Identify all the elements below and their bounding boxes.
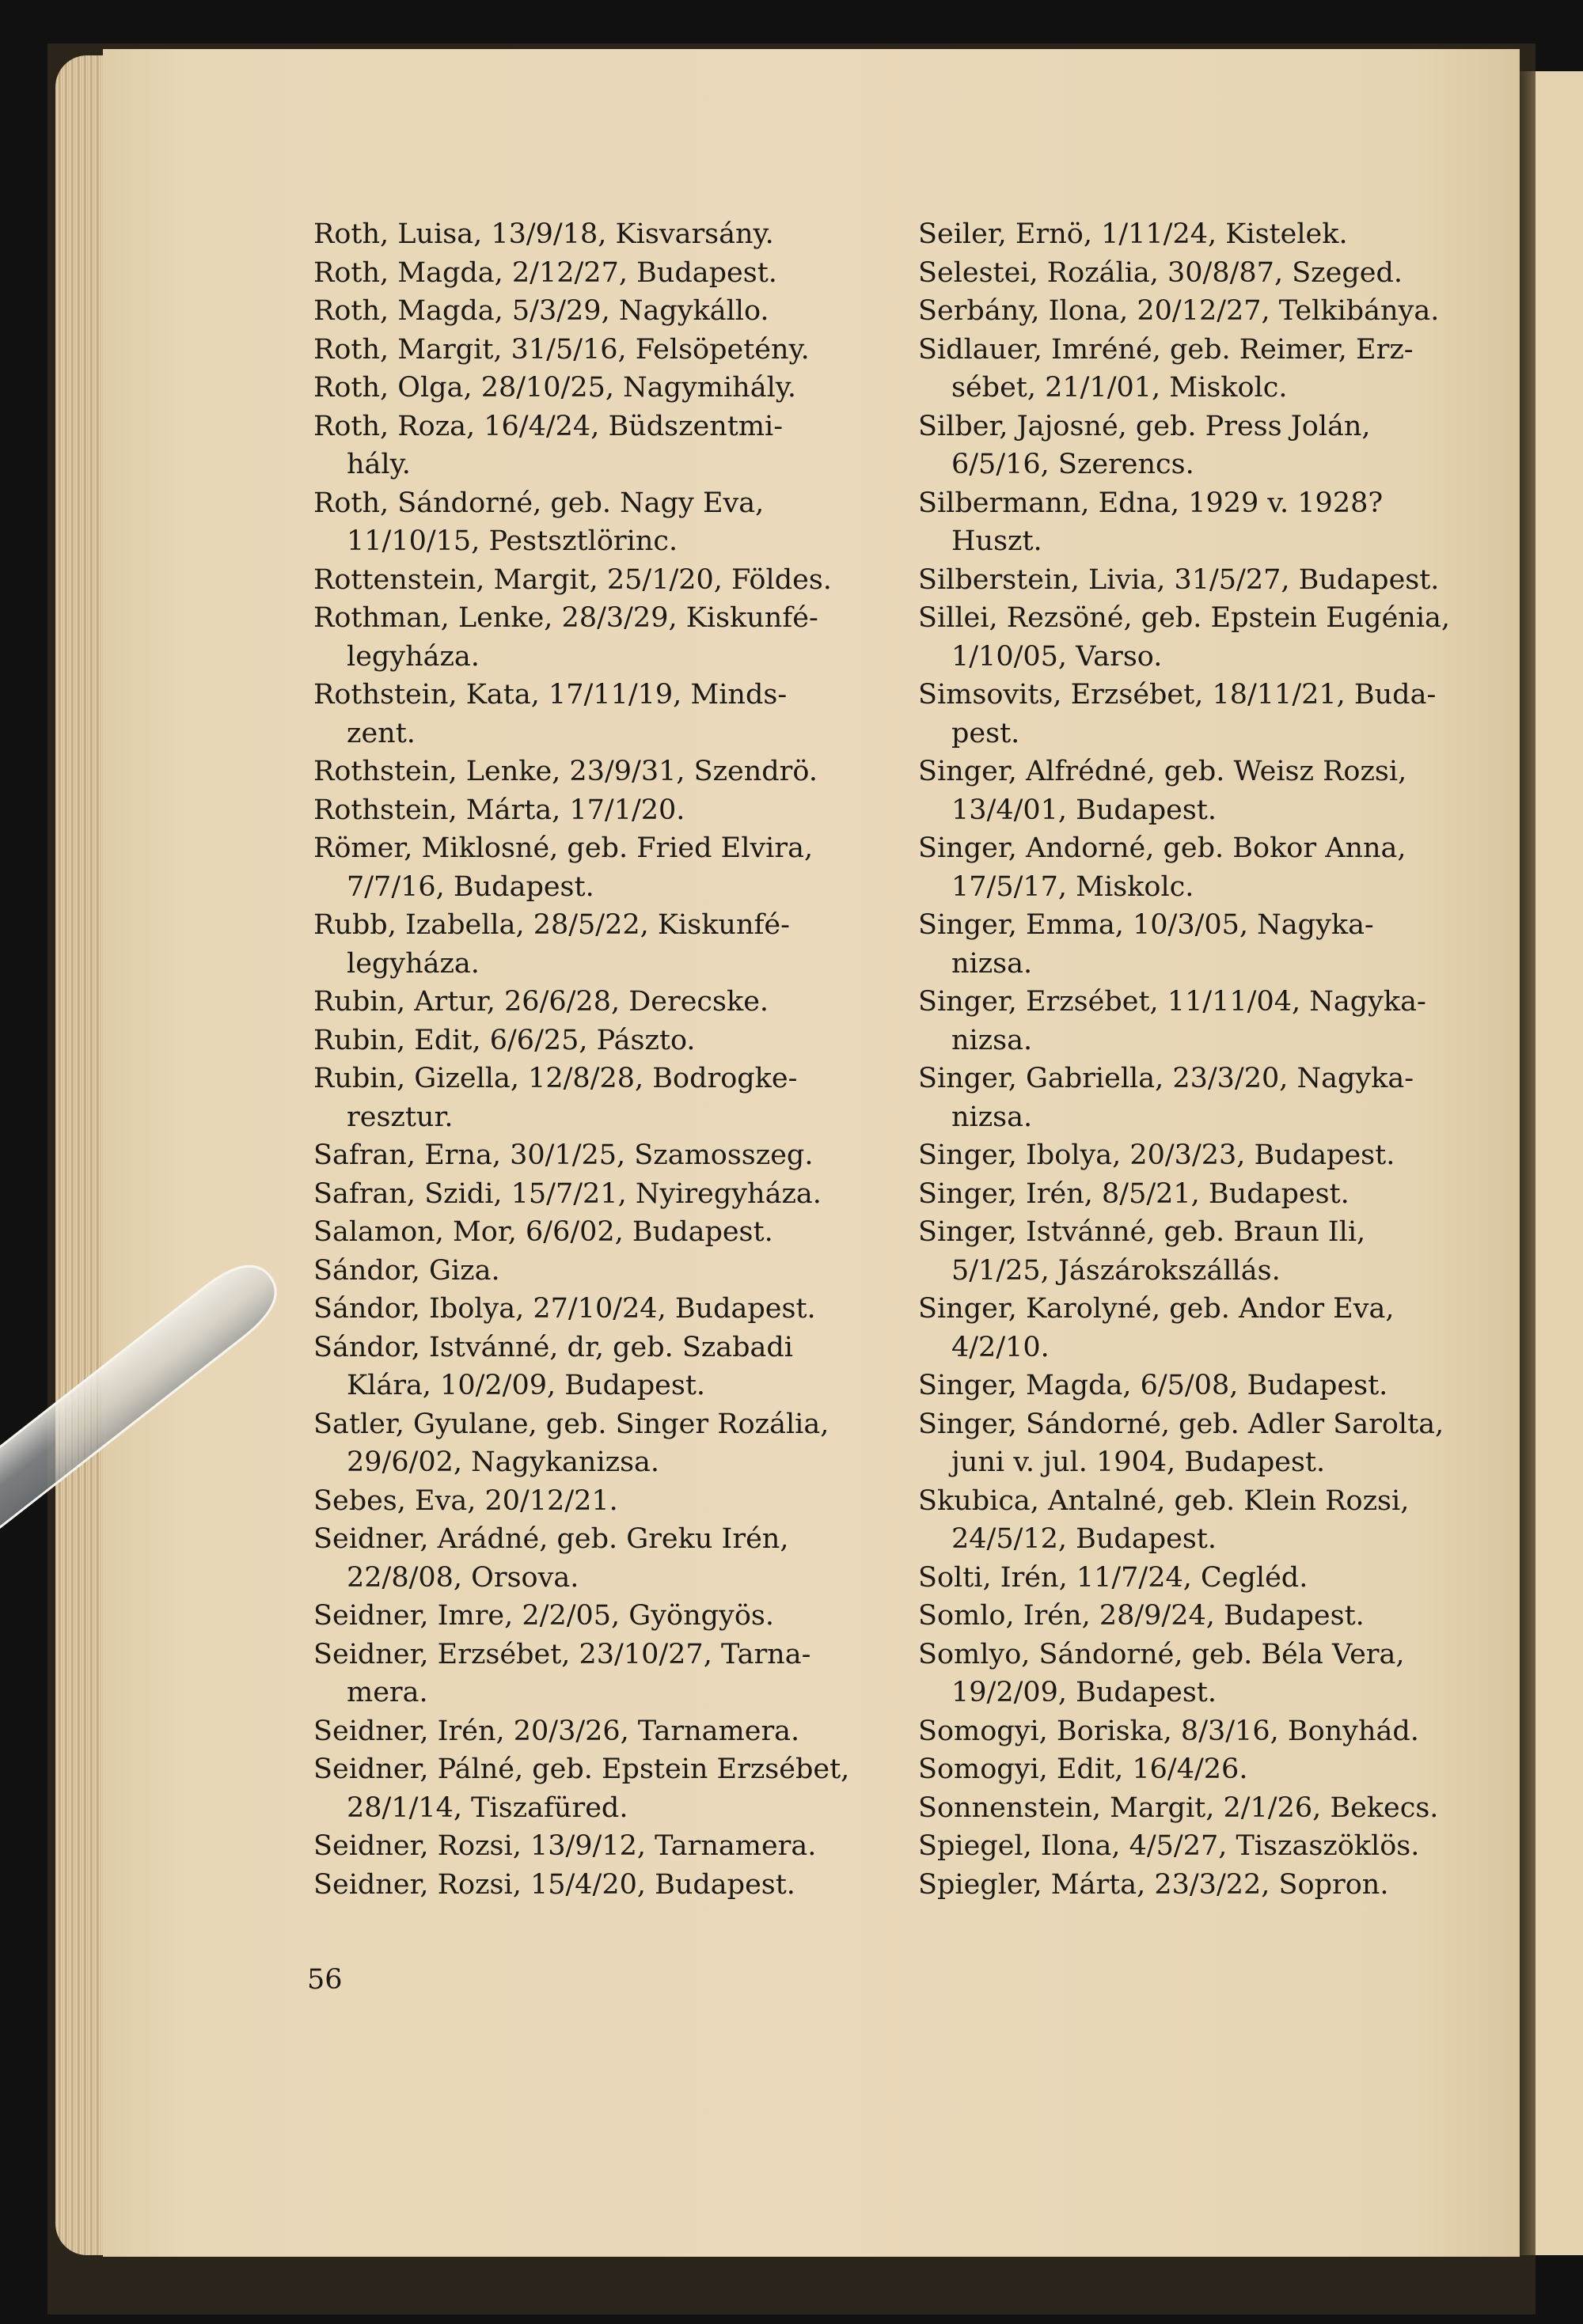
register-entry <box>918 1789 1520 1828</box>
page-number: 56 <box>307 1964 343 1996</box>
entry-text: Seidner, Rozsi, 13/9/12, Tarnamera. <box>313 1830 817 1862</box>
register-entry <box>918 906 1520 983</box>
register-entry <box>918 1060 1520 1136</box>
register-entry <box>918 1712 1520 1751</box>
entry-text: Singer, Karolyné, geb. Andor Eva, <box>918 1293 1395 1325</box>
entry-text: Seiler, Ernö, 1/11/24, Kistelek. <box>918 218 1348 250</box>
facing-page-edge <box>1536 71 1583 2255</box>
register-entry <box>313 1405 915 1482</box>
register-entry <box>918 599 1520 676</box>
entry-text: Seidner, Arádné, geb. Greku Irén, <box>313 1523 789 1555</box>
right-column <box>918 215 1520 1904</box>
left-column <box>313 215 915 1904</box>
register-entry <box>313 1213 915 1252</box>
entry-text: Roth, Olga, 28/10/25, Nagymihály. <box>313 372 797 404</box>
entry-text: Rubin, Edit, 6/6/25, Pászto. <box>313 1024 696 1056</box>
register-entry <box>313 1329 915 1405</box>
register-entry <box>918 561 1520 600</box>
entry-text: Roth, Magda, 5/3/29, Nagykállo. <box>313 295 769 327</box>
entry-text: Singer, Emma, 10/3/05, Nagyka- <box>918 909 1374 941</box>
register-entry <box>918 983 1520 1060</box>
register-entry <box>313 1175 915 1214</box>
register-entry <box>918 1866 1520 1905</box>
entry-text: Roth, Luisa, 13/9/18, Kisvarsány. <box>313 218 774 250</box>
register-entry <box>313 1712 915 1751</box>
entry-continuation: 5/1/25, Jászárokszállás. <box>951 1254 1281 1287</box>
register-entry <box>918 676 1520 753</box>
register-entry <box>313 1252 915 1291</box>
entry-text: Singer, Ibolya, 20/3/23, Budapest. <box>918 1139 1395 1171</box>
entry-text: Rubb, Izabella, 28/5/22, Kiskunfé- <box>313 909 790 941</box>
register-entry <box>313 369 915 408</box>
entry-text: Safran, Szidi, 15/7/21, Nyiregyháza. <box>313 1177 822 1210</box>
entry-continuation: mera. <box>347 1677 428 1708</box>
entry-text: Seidner, Erzsébet, 23/10/27, Tarna- <box>313 1638 811 1670</box>
entry-text: Safran, Erna, 30/1/25, Szamosszeg. <box>313 1139 814 1171</box>
register-entry <box>918 254 1520 293</box>
entry-text: Selestei, Rozália, 30/8/87, Szeged. <box>918 256 1403 289</box>
entry-text: Singer, Irén, 8/5/21, Budapest. <box>918 1177 1350 1210</box>
register-entry <box>918 292 1520 331</box>
entry-continuation: legyháza. <box>347 947 480 980</box>
register-entry <box>918 408 1520 484</box>
entry-text: Salamon, Mor, 6/6/02, Budapest. <box>313 1216 773 1248</box>
entry-continuation: 24/5/12, Budapest. <box>951 1523 1217 1555</box>
register-entry <box>313 1520 915 1597</box>
entry-text: Somogyi, Boriska, 8/3/16, Bonyhád. <box>918 1715 1419 1747</box>
register-entry <box>313 292 915 331</box>
entry-continuation: 1/10/05, Varso. <box>951 640 1163 673</box>
entry-text: Silberstein, Livia, 31/5/27, Budapest. <box>918 563 1440 596</box>
entry-text: Rubin, Gizella, 12/8/28, Bodrogke- <box>313 1063 798 1094</box>
entry-text: Sebes, Eva, 20/12/21. <box>313 1484 618 1517</box>
register-entry <box>313 254 915 293</box>
entry-continuation: 7/7/16, Budapest. <box>347 870 594 903</box>
entry-text: Singer, Erzsébet, 11/11/04, Nagyka- <box>918 986 1426 1018</box>
register-entry <box>313 331 915 370</box>
entry-text: Sonnenstein, Margit, 2/1/26, Bekecs. <box>918 1791 1439 1824</box>
register-entry <box>918 331 1520 408</box>
entry-continuation: 11/10/15, Pestsztlörinc. <box>347 525 678 557</box>
entry-text: Rothstein, Kata, 17/11/19, Minds- <box>313 679 788 711</box>
register-entry <box>918 829 1520 906</box>
entry-text: Roth, Magda, 2/12/27, Budapest. <box>313 256 777 289</box>
register-entry <box>313 1827 915 1866</box>
register-entry <box>313 906 915 983</box>
entry-continuation: 13/4/01, Budapest. <box>951 794 1217 826</box>
register-entry <box>918 1750 1520 1789</box>
entry-continuation: 28/1/14, Tiszafüred. <box>347 1791 628 1824</box>
entry-text: Spiegler, Márta, 23/3/22, Sopron. <box>918 1868 1389 1901</box>
register-entry <box>313 1636 915 1712</box>
entry-continuation: zent. <box>347 717 416 749</box>
entry-continuation: Klára, 10/2/09, Budapest. <box>347 1370 706 1401</box>
register-entry <box>313 1482 915 1521</box>
entry-continuation: resztur. <box>347 1101 454 1133</box>
entry-continuation: nizsa. <box>951 1101 1033 1133</box>
entry-text: Somlyo, Sándorné, geb. Béla Vera, <box>918 1638 1405 1670</box>
entry-text: Seidner, Irén, 20/3/26, Tarnamera. <box>313 1715 800 1747</box>
entry-continuation: 6/5/16, Szerencs. <box>951 449 1194 480</box>
entry-text: Solti, Irén, 11/7/24, Cegléd. <box>918 1561 1308 1594</box>
entry-continuation: 17/5/17, Miskolc. <box>951 870 1194 903</box>
entry-text: Sándor, Giza. <box>313 1254 500 1287</box>
entry-text: Somlo, Irén, 28/9/24, Budapest. <box>918 1600 1365 1632</box>
register-entry <box>313 1136 915 1175</box>
register-entry <box>918 1827 1520 1866</box>
entry-continuation: sébet, 21/1/01, Miskolc. <box>951 372 1288 404</box>
entry-continuation: Huszt. <box>951 525 1042 557</box>
register-entry <box>918 215 1520 254</box>
entry-continuation: nizsa. <box>951 947 1033 980</box>
register-entry <box>313 599 915 676</box>
entry-continuation: pest. <box>951 717 1020 749</box>
entry-continuation: 22/8/08, Orsova. <box>347 1561 579 1594</box>
register-entry <box>313 1866 915 1905</box>
entry-text: Seidner, Rozsi, 15/4/20, Budapest. <box>313 1868 795 1901</box>
entry-text: Somogyi, Edit, 16/4/26. <box>918 1753 1248 1785</box>
entry-text: Singer, Istvánné, geb. Braun Ili, <box>918 1216 1366 1248</box>
entry-text: Sándor, Ibolya, 27/10/24, Budapest. <box>313 1293 816 1325</box>
entry-text: Rothman, Lenke, 28/3/29, Kiskunfé- <box>313 602 818 634</box>
entry-text: Sidlauer, Imréné, geb. Reimer, Erz- <box>918 333 1414 366</box>
register-entry <box>918 484 1520 561</box>
entry-continuation: nizsa. <box>951 1024 1033 1056</box>
register-entry <box>918 1405 1520 1482</box>
entry-text: Römer, Miklosné, geb. Fried Elvira, <box>313 832 814 864</box>
register-entry <box>918 1482 1520 1559</box>
register-entry <box>313 983 915 1022</box>
register-entry <box>918 1213 1520 1290</box>
entry-text: Rottenstein, Margit, 25/1/20, Földes. <box>313 563 832 596</box>
entry-text: Skubica, Antalné, geb. Klein Rozsi, <box>918 1484 1410 1517</box>
register-entry <box>313 676 915 753</box>
register-entry <box>313 1022 915 1060</box>
entry-text: Satler, Gyulane, geb. Singer Rozália, <box>313 1408 829 1440</box>
entry-continuation: legyháza. <box>347 640 480 673</box>
register-entry <box>313 1290 915 1329</box>
entry-continuation: 29/6/02, Nagykanizsa. <box>347 1446 660 1478</box>
register-entry <box>918 1175 1520 1214</box>
entry-continuation: juni v. jul. 1904, Budapest. <box>951 1446 1326 1478</box>
register-entry <box>313 753 915 791</box>
entry-text: Seidner, Pálné, geb. Epstein Erzsébet, <box>313 1753 850 1785</box>
entry-text: Singer, Andorné, geb. Bokor Anna, <box>918 832 1406 864</box>
register-entry <box>313 484 915 561</box>
register-entry <box>918 753 1520 829</box>
register-entry <box>918 1290 1520 1367</box>
register-entry <box>918 1136 1520 1175</box>
register-entry <box>313 1060 915 1136</box>
entry-text: Spiegel, Ilona, 4/5/27, Tiszaszöklös. <box>918 1830 1420 1862</box>
entry-text: Singer, Magda, 6/5/08, Budapest. <box>918 1370 1388 1401</box>
entry-text: Silbermann, Edna, 1929 v. 1928? <box>918 487 1384 519</box>
entry-text: Rothstein, Lenke, 23/9/31, Szendrö. <box>313 756 818 787</box>
entry-text: Sándor, Istvánné, dr, geb. Szabadi <box>313 1331 794 1363</box>
entry-continuation: hály. <box>347 449 411 480</box>
register-entry <box>918 1597 1520 1636</box>
entry-continuation: 19/2/09, Budapest. <box>951 1677 1217 1708</box>
entry-text: Roth, Margit, 31/5/16, Felsöpetény. <box>313 333 810 366</box>
entry-text: Roth, Sándorné, geb. Nagy Eva, <box>313 487 765 519</box>
entry-text: Singer, Alfrédné, geb. Weisz Rozsi, <box>918 756 1407 787</box>
register-entry <box>313 791 915 830</box>
register-entry <box>313 408 915 484</box>
entry-text: Singer, Gabriella, 23/3/20, Nagyka- <box>918 1063 1414 1094</box>
register-entry <box>313 829 915 906</box>
register-entry <box>313 215 915 254</box>
entry-text: Rothstein, Márta, 17/1/20. <box>313 794 685 826</box>
register-entry <box>313 1597 915 1636</box>
register-entry <box>313 561 915 600</box>
entry-text: Sillei, Rezsöné, geb. Epstein Eugénia, <box>918 602 1451 634</box>
entry-continuation: 4/2/10. <box>951 1331 1050 1363</box>
entry-text: Seidner, Imre, 2/2/05, Gyöngyös. <box>313 1600 774 1632</box>
entry-text: Serbány, Ilona, 20/12/27, Telkibánya. <box>918 295 1440 327</box>
entry-text: Simsovits, Erzsébet, 18/11/21, Buda- <box>918 679 1437 711</box>
register-entry <box>918 1367 1520 1405</box>
register-entry <box>918 1559 1520 1598</box>
register-entry <box>918 1636 1520 1712</box>
entry-text: Rubin, Artur, 26/6/28, Derecske. <box>313 986 769 1018</box>
entry-text: Singer, Sándorné, geb. Adler Sarolta, <box>918 1408 1444 1440</box>
register-entry <box>313 1750 915 1827</box>
entry-text: Silber, Jajosné, geb. Press Jolán, <box>918 410 1371 442</box>
entry-text: Roth, Roza, 16/4/24, Büdszentmi- <box>313 410 784 442</box>
